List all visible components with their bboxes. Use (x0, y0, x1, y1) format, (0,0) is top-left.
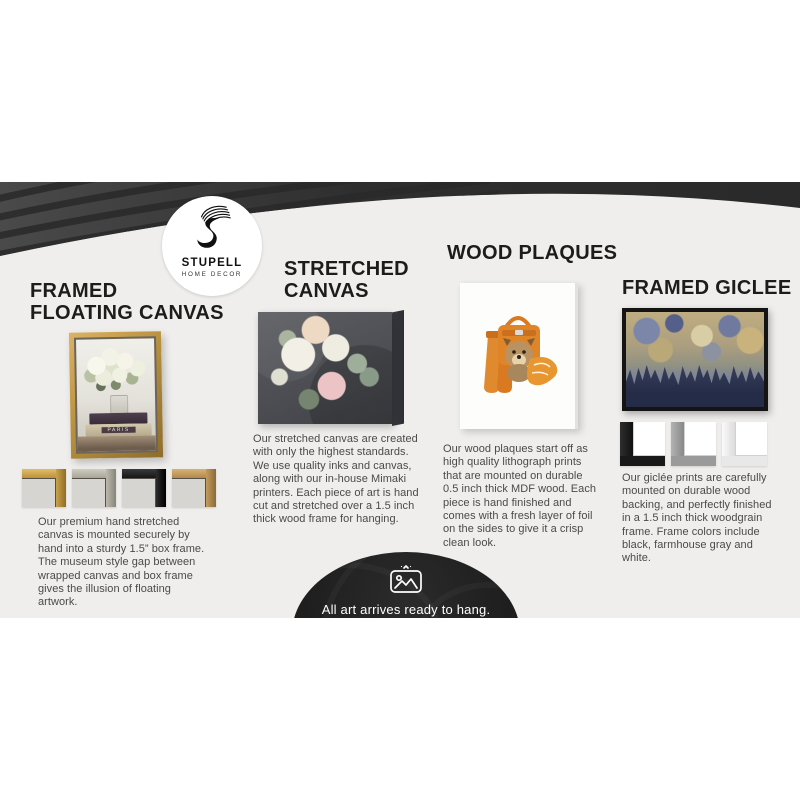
stupell-s-swoosh-icon (192, 203, 232, 253)
footer-banner (292, 552, 520, 618)
frame-swatch-gold (22, 469, 66, 507)
navy-treeline (626, 361, 764, 407)
title-line: FRAMED GICLEE (622, 277, 792, 299)
framed-giclee-product-image (622, 308, 768, 411)
table-surface (78, 435, 156, 451)
frame-swatch-white (722, 422, 767, 466)
book-spine-label: PARIS (101, 427, 135, 434)
framed-giclee-description: Our giclée prints are carefully mounted on durable wood backing, and perfectly finished in a 1.5 inch thick woodgrain frame. Frame colors include black, farmhouse gray and white. (622, 472, 772, 565)
floating-frame-finish-swatches (22, 469, 216, 507)
brand-logo (162, 196, 262, 296)
frame-swatch-farmhouse-gray (671, 422, 716, 466)
brand-tagline: HOME DECOR (181, 271, 243, 278)
floating-canvas-artwork (76, 338, 156, 451)
frame-swatch-black (122, 469, 166, 507)
brand-name: STUPELL (181, 257, 243, 269)
floating-canvas-description: Our premium hand stretched canvas is mounted securely by hand into a sturdy 1.5” box frame. The museum style gap between wrapped canvas and box frame gives the illusion of floating artwork. (38, 516, 205, 609)
stretched-canvas-product-image (258, 310, 404, 426)
stretched-canvas-artwork (258, 312, 392, 424)
floating-canvas-product-image (69, 331, 163, 459)
frame-swatch-silver (72, 469, 116, 507)
giclee-frame-finish-swatches (620, 422, 767, 466)
abstract-giclee-artwork (626, 312, 764, 407)
title-line: FRAMED (30, 280, 118, 302)
canvas-side-edge (392, 310, 404, 426)
title-line: CANVAS (284, 280, 369, 302)
flower-bouquet (81, 344, 150, 399)
wood-plaque-product-image (460, 283, 578, 429)
dog-with-orange-bag-artwork (472, 297, 564, 411)
wood-plaques-description: Our wood plaques start off as high quality lithograph prints that are mounted on durable 0.5 inch thick MDF wood. Each piece is hand finished and comes with a fresh layer of foil on the sides to give it a crisp clean look. (443, 443, 597, 549)
poster-background (0, 182, 800, 618)
title-line: STRETCHED (284, 258, 409, 280)
frame-swatch-black (620, 422, 665, 466)
footer-text: All art arrives ready to hang. (321, 602, 491, 617)
section-title-wood-plaques (447, 242, 617, 264)
section-title-stretched-canvas (284, 258, 409, 302)
section-title-framed-giclee (622, 277, 791, 299)
frame-swatch-bronze (172, 469, 216, 507)
title-line: FLOATING CANVAS (30, 302, 224, 324)
title-line: WOOD PLAQUES (447, 242, 618, 264)
stretched-canvas-description: Our stretched canvas are created with only the highest standards. We use quality inks and canvas, along with our in-house Mimaki printers. Each piece of art is hand cut and stretched over a 1.5 inch thick wood frame for hanging. (253, 433, 419, 526)
rose-anemone-bouquet (258, 312, 392, 424)
